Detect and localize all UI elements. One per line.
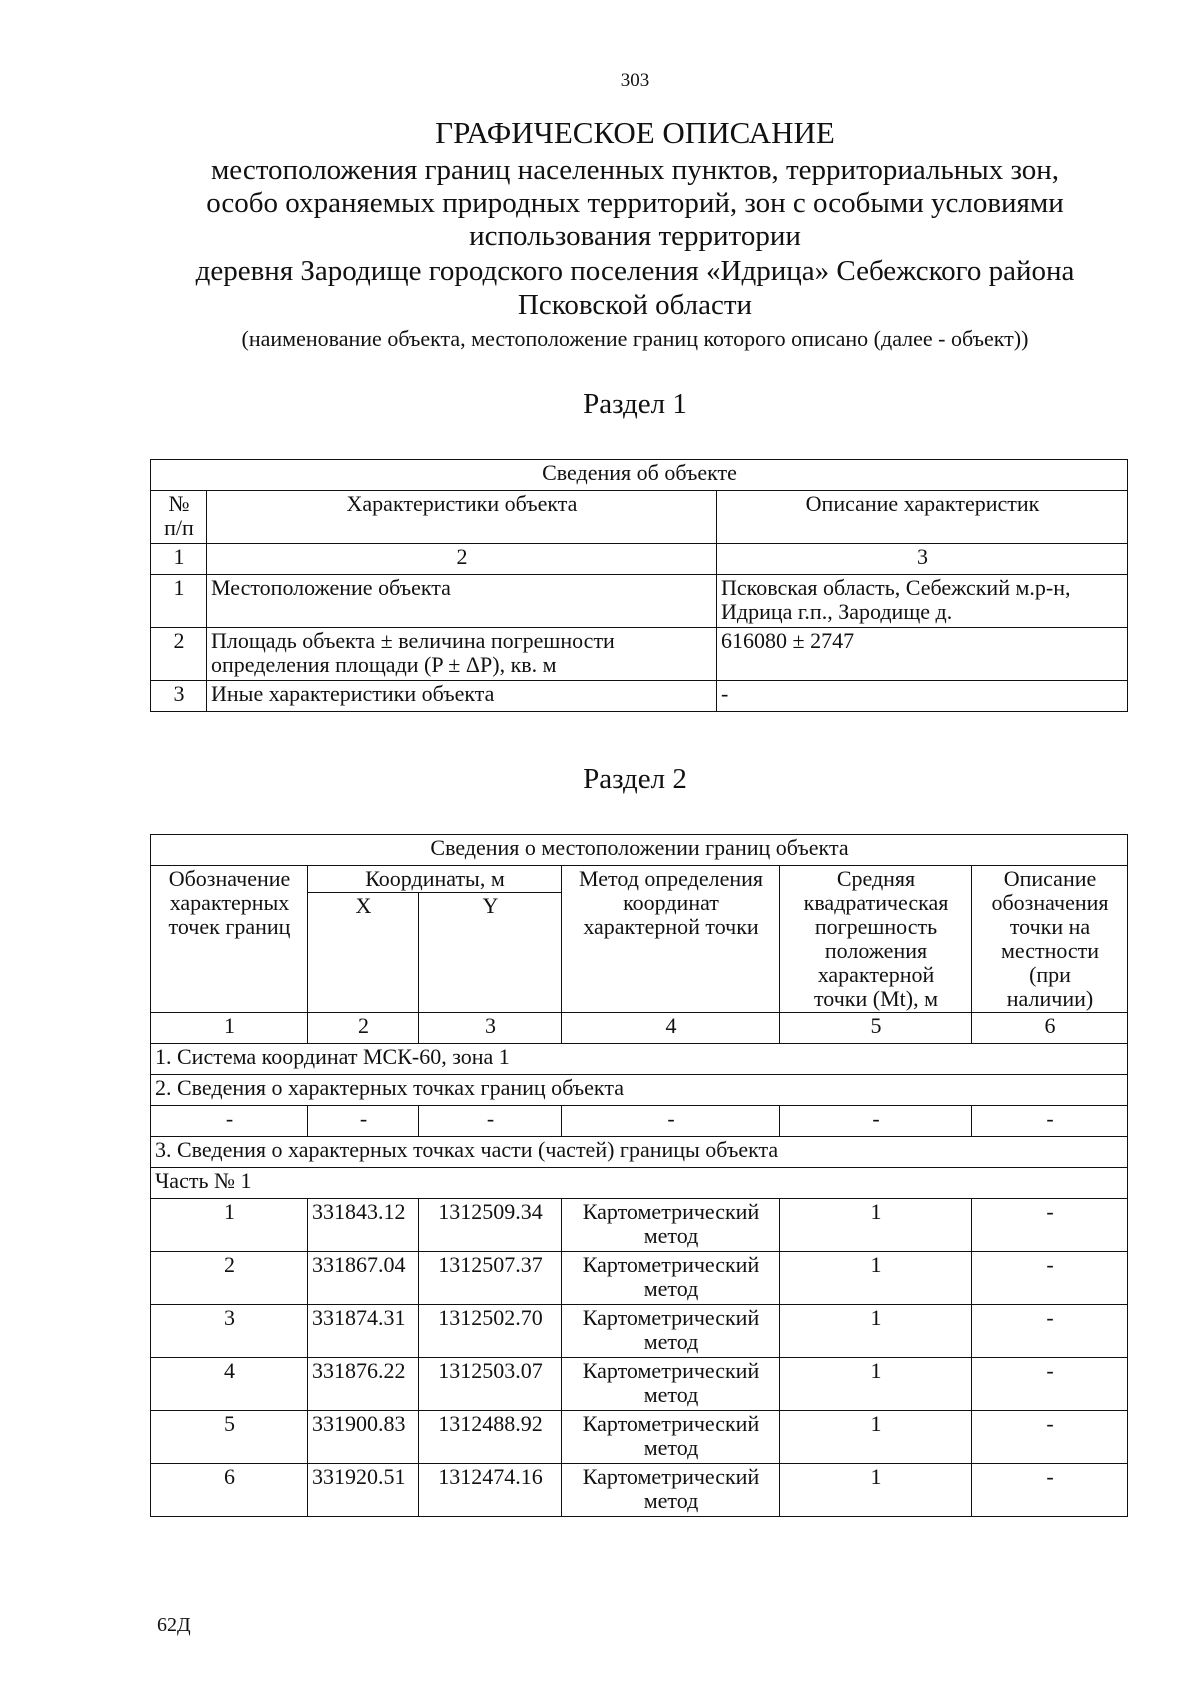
point-x: 331867.04: [308, 1252, 419, 1305]
footer-code: 62Д: [157, 1614, 191, 1636]
point-method-line: метод: [643, 1488, 699, 1513]
header-line: точки на: [1009, 914, 1091, 939]
row-num: 1: [151, 575, 207, 628]
empty-cell: -: [562, 1106, 780, 1137]
column-number: 3: [717, 544, 1128, 575]
point-method-line: Картометрический: [582, 1252, 760, 1277]
header-location-description: [972, 866, 1128, 1013]
empty-cell: -: [308, 1106, 419, 1137]
header-num: [151, 491, 207, 544]
table-title: Сведения об объекте: [151, 460, 1128, 491]
subtitle-line: особо охраняемых природных территорий, зон с особыми условиями: [206, 187, 1064, 219]
point-description: -: [972, 1464, 1128, 1517]
column-number: 3: [419, 1013, 562, 1044]
table-title: Сведения о местоположении границ объекта: [151, 835, 1128, 866]
point-number: 1: [151, 1199, 308, 1252]
table-row: [151, 1464, 1128, 1517]
header-line: обозначения: [991, 890, 1109, 915]
point-x: 331900.83: [308, 1411, 419, 1464]
point-number: 3: [151, 1305, 308, 1358]
header-line: Метод определения: [578, 866, 764, 891]
point-y: 1312509.34: [419, 1199, 562, 1252]
point-method-line: Картометрический: [582, 1358, 760, 1383]
part-points-title: 3. Сведения о характерных точках части (частей) границы объекта: [151, 1137, 1128, 1168]
header-line: точки (Mt), м: [813, 986, 939, 1011]
point-description: -: [972, 1305, 1128, 1358]
point-description: -: [972, 1252, 1128, 1305]
row-characteristic: Иные характеристики объекта: [207, 681, 717, 712]
part-label: Часть № 1: [151, 1168, 1128, 1199]
header-line: квадратическая: [803, 890, 949, 915]
row-characteristic-line: определения площади (P ± ΔP), кв. м: [211, 652, 557, 677]
column-number: 1: [151, 1013, 308, 1044]
row-description: -: [717, 681, 1128, 712]
empty-cell: -: [972, 1106, 1128, 1137]
point-method-line: метод: [643, 1382, 699, 1407]
point-method: [562, 1358, 780, 1411]
header-description: Описание характеристик: [717, 491, 1128, 544]
point-y: 1312507.37: [419, 1252, 562, 1305]
subtitle-line: использования территории: [469, 220, 801, 252]
column-number: 1: [151, 544, 207, 575]
document-title: ГРАФИЧЕСКОЕ ОПИСАНИЕ: [435, 115, 835, 150]
header-characteristics: Характеристики объекта: [207, 491, 717, 544]
point-x: 331843.12: [308, 1199, 419, 1252]
point-y: 1312503.07: [419, 1358, 562, 1411]
section2-heading: Раздел 2: [583, 763, 687, 795]
header-num-line: п/п: [164, 515, 194, 540]
row-description: 616080 ± 2747: [717, 628, 1128, 681]
point-method: [562, 1411, 780, 1464]
header-x: X: [308, 893, 419, 1013]
row-description: [717, 575, 1128, 628]
point-description: -: [972, 1358, 1128, 1411]
row-description-line: Идрица г.п., Зародище д.: [721, 599, 953, 624]
subtitle-line: местоположения границ населенных пунктов, территориальных зон,: [210, 154, 1060, 186]
point-method-line: Картометрический: [582, 1464, 760, 1489]
point-description: -: [972, 1199, 1128, 1252]
header-line: характерной точки: [583, 914, 759, 939]
object-name-line: деревня Зародище городского поселения «Идрица» Себежского района: [195, 255, 1075, 287]
column-number: 4: [562, 1013, 780, 1044]
point-x: 331876.22: [308, 1358, 419, 1411]
point-error: 1: [780, 1411, 972, 1464]
point-error: 1: [780, 1199, 972, 1252]
point-error: 1: [780, 1305, 972, 1358]
object-info-table: [150, 459, 1128, 712]
header-line: (при: [1029, 962, 1071, 987]
table-row: [151, 1106, 1128, 1137]
header-line: местности: [1000, 938, 1100, 963]
coordinate-system: 1. Система координат МСК-60, зона 1: [151, 1044, 1128, 1075]
point-error: 1: [780, 1252, 972, 1305]
table-row: [151, 575, 1128, 628]
header-line: характерной: [817, 962, 935, 987]
point-method: [562, 1464, 780, 1517]
header-line: координат: [623, 890, 719, 915]
point-method-line: метод: [643, 1276, 699, 1301]
point-method: [562, 1252, 780, 1305]
table-row: [151, 681, 1128, 712]
point-method-line: Картометрический: [582, 1305, 760, 1330]
point-y: 1312502.70: [419, 1305, 562, 1358]
header-line: характерных: [169, 890, 290, 915]
header-point-designation: [151, 866, 308, 1013]
header-line: точек границ: [168, 914, 291, 939]
column-number: 6: [972, 1013, 1128, 1044]
header-line: положения: [824, 938, 928, 963]
point-y: 1312488.92: [419, 1411, 562, 1464]
row-characteristic: Местоположение объекта: [207, 575, 717, 628]
table-row: [151, 1305, 1128, 1358]
point-method: [562, 1305, 780, 1358]
boundary-points-table: [150, 834, 1128, 1517]
point-error: 1: [780, 1358, 972, 1411]
point-method-line: метод: [643, 1435, 699, 1460]
table-row: [151, 1358, 1128, 1411]
row-characteristic-line: Площадь объекта ± величина погрешности: [211, 628, 615, 653]
point-method-line: Картометрический: [582, 1199, 760, 1224]
point-number: 4: [151, 1358, 308, 1411]
point-method-line: метод: [643, 1223, 699, 1248]
column-number: 2: [308, 1013, 419, 1044]
point-x: 331920.51: [308, 1464, 419, 1517]
point-number: 2: [151, 1252, 308, 1305]
header-method: [562, 866, 780, 1013]
header-y: Y: [419, 893, 562, 1013]
point-method: [562, 1199, 780, 1252]
point-method-line: Картометрический: [582, 1411, 760, 1436]
boundary-points-title: 2. Сведения о характерных точках границ объекта: [151, 1075, 1128, 1106]
section1-heading: Раздел 1: [583, 388, 687, 420]
point-error: 1: [780, 1464, 972, 1517]
column-number: 5: [780, 1013, 972, 1044]
point-number: 6: [151, 1464, 308, 1517]
row-characteristic: [207, 628, 717, 681]
header-error: [780, 866, 972, 1013]
point-method-line: метод: [643, 1329, 699, 1354]
object-name-line: Псковской области: [517, 289, 753, 321]
header-line: Обозначение: [168, 866, 291, 891]
column-number: 2: [207, 544, 717, 575]
table-row: [151, 1411, 1128, 1464]
table-row: [151, 1199, 1128, 1252]
empty-cell: -: [151, 1106, 308, 1137]
row-num: 3: [151, 681, 207, 712]
header-line: наличии): [1006, 986, 1094, 1011]
table-row: [151, 628, 1128, 681]
table-row: [151, 1252, 1128, 1305]
row-description-line: Псковская область, Себежский м.р-н,: [721, 575, 1071, 600]
header-line: Средняя: [836, 866, 916, 891]
header-line: погрешность: [814, 914, 938, 939]
header-coordinates: Координаты, м: [308, 866, 562, 893]
empty-cell: -: [780, 1106, 972, 1137]
point-number: 5: [151, 1411, 308, 1464]
point-y: 1312474.16: [419, 1464, 562, 1517]
header-line: Описание: [1003, 866, 1097, 891]
point-x: 331874.31: [308, 1305, 419, 1358]
object-caption: (наименование объекта, местоположение границ которого описано (далее - объект)): [241, 326, 1029, 351]
row-num: 2: [151, 628, 207, 681]
page-number: 303: [620, 70, 650, 91]
point-description: -: [972, 1411, 1128, 1464]
empty-cell: -: [419, 1106, 562, 1137]
header-num-line: №: [168, 491, 190, 516]
